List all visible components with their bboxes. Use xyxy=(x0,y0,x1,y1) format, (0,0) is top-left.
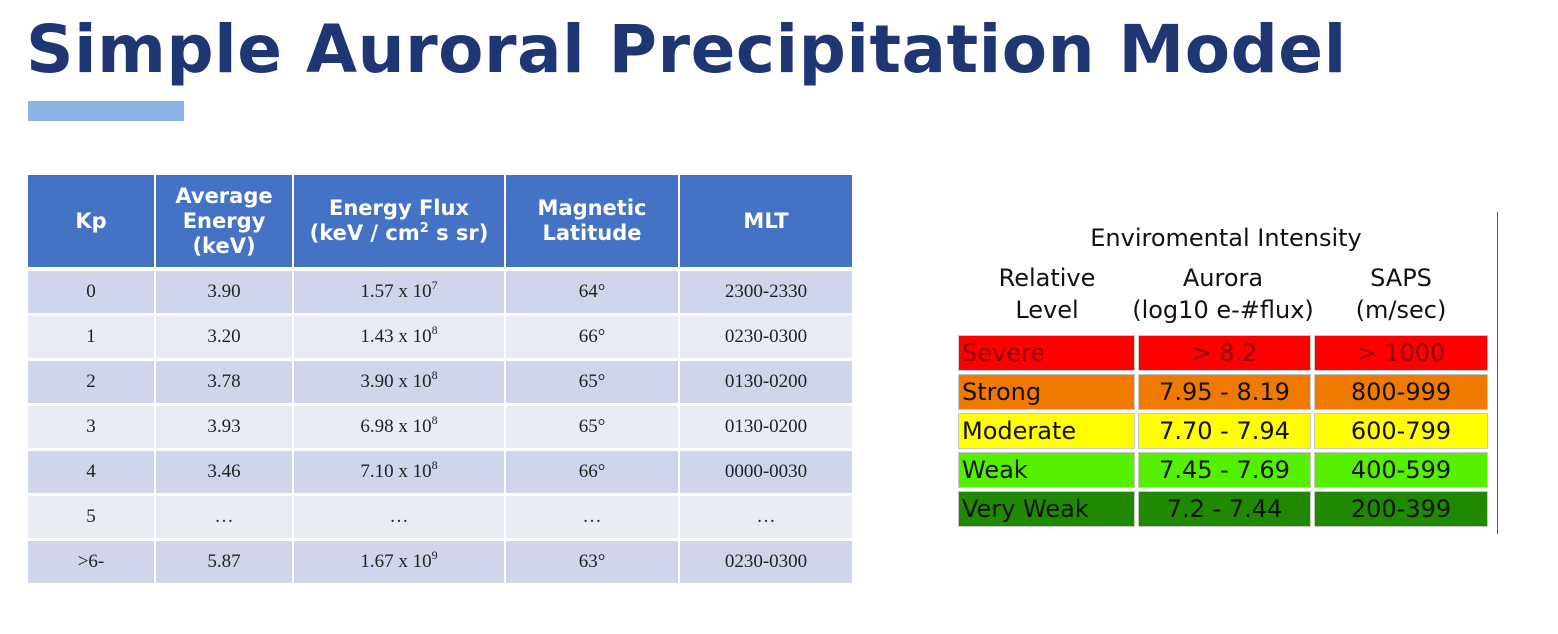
cell-energy: 3.93 xyxy=(156,406,294,451)
table-row xyxy=(28,541,852,586)
header-relative-level xyxy=(961,262,1133,326)
intensity-row xyxy=(958,413,1488,449)
intensity-title: Enviromental Intensity xyxy=(1090,224,1362,252)
header-aurora-line1: Aurora xyxy=(1182,264,1264,292)
cell-energy: … xyxy=(156,496,294,541)
header-flux-line1: Energy Flux xyxy=(329,196,469,220)
cell-kp: 2 xyxy=(28,361,156,406)
table-row xyxy=(28,316,852,361)
table-row xyxy=(28,406,852,451)
kp-table-header-row xyxy=(28,175,852,271)
header-mlt xyxy=(680,175,852,271)
cell-saps: 800-999 xyxy=(1314,374,1488,410)
flux-exponent: 9 xyxy=(431,548,438,562)
header-magnetic-latitude xyxy=(506,175,680,271)
header-average-energy xyxy=(156,175,294,271)
cell-mlt: 0000-0030 xyxy=(680,451,852,496)
header-lat-line2: Latitude xyxy=(542,221,642,245)
table-row xyxy=(28,496,852,541)
cell-saps: 200-399 xyxy=(1314,491,1488,527)
header-level-line2: Level xyxy=(1015,296,1079,324)
cell-energy: 3.78 xyxy=(156,361,294,406)
flux-base: 7.10 x 10 xyxy=(360,461,432,482)
flux-base: 6.98 x 10 xyxy=(360,416,432,437)
cell-level: Very Weak xyxy=(958,491,1135,527)
cell-aurora: 7.95 - 8.19 xyxy=(1138,374,1311,410)
header-kp-label: Kp xyxy=(75,208,107,233)
cell-flux xyxy=(294,316,506,361)
header-flux-unit-post: s sr) xyxy=(428,221,489,245)
cell-latitude: 66° xyxy=(506,316,680,361)
intensity-table xyxy=(955,332,1491,530)
header-flux-line2 xyxy=(296,221,502,246)
cell-kp: >6- xyxy=(28,541,156,586)
cell-flux xyxy=(294,271,506,316)
cell-kp: 4 xyxy=(28,451,156,496)
title-underline-bar xyxy=(28,101,184,121)
cell-kp: 1 xyxy=(28,316,156,361)
header-mlt-label: MLT xyxy=(743,208,789,233)
kp-parameter-table xyxy=(28,175,852,586)
intensity-row xyxy=(958,452,1488,488)
cell-mlt: 0230-0300 xyxy=(680,541,852,586)
table-row xyxy=(28,361,852,406)
table-row xyxy=(28,271,852,316)
flux-base: 1.57 x 10 xyxy=(360,281,432,302)
cell-level: Severe xyxy=(958,335,1135,371)
header-lat-line1: Magnetic xyxy=(537,196,647,220)
cell-energy: 5.87 xyxy=(156,541,294,586)
flux-base: … xyxy=(389,506,409,527)
flux-exponent: 7 xyxy=(431,278,438,292)
cell-flux xyxy=(294,496,506,541)
flux-base: 1.43 x 10 xyxy=(360,326,432,347)
header-energy-line1: Average xyxy=(175,183,273,208)
header-energy-flux xyxy=(294,175,506,271)
flux-exponent: 8 xyxy=(431,368,438,382)
cell-latitude: … xyxy=(506,496,680,541)
cell-latitude: 64° xyxy=(506,271,680,316)
cell-mlt: … xyxy=(680,496,852,541)
cell-flux xyxy=(294,541,506,586)
cell-energy: 3.46 xyxy=(156,451,294,496)
cell-kp: 5 xyxy=(28,496,156,541)
flux-exponent: 8 xyxy=(431,413,438,427)
cell-level: Weak xyxy=(958,452,1135,488)
cell-latitude: 63° xyxy=(506,541,680,586)
cell-saps: > 1000 xyxy=(1314,335,1488,371)
header-saps-line1: SAPS xyxy=(1370,264,1432,292)
cell-flux xyxy=(294,361,506,406)
page-title: Simple Auroral Precipitation Model xyxy=(26,11,1347,88)
cell-flux xyxy=(294,451,506,496)
flux-base: 1.67 x 10 xyxy=(360,551,432,572)
cell-aurora: 7.45 - 7.69 xyxy=(1138,452,1311,488)
header-aurora xyxy=(1125,262,1321,326)
header-kp xyxy=(28,175,156,271)
cell-aurora: > 8.2 xyxy=(1138,335,1311,371)
cell-energy: 3.20 xyxy=(156,316,294,361)
cell-kp: 0 xyxy=(28,271,156,316)
cell-saps: 400-599 xyxy=(1314,452,1488,488)
table-row xyxy=(28,451,852,496)
flux-base: 3.90 x 10 xyxy=(360,371,432,392)
header-energy-line2: Energy xyxy=(182,208,266,233)
cell-mlt: 0230-0300 xyxy=(680,316,852,361)
environmental-intensity-panel xyxy=(955,212,1498,534)
intensity-row xyxy=(958,491,1488,527)
cell-latitude: 66° xyxy=(506,451,680,496)
cell-mlt: 0130-0200 xyxy=(680,406,852,451)
header-saps xyxy=(1315,262,1487,326)
cell-kp: 3 xyxy=(28,406,156,451)
header-energy-line3: (keV) xyxy=(192,233,256,258)
header-aurora-line2: (log10 e-#flux) xyxy=(1132,296,1314,324)
cell-aurora: 7.2 - 7.44 xyxy=(1138,491,1311,527)
flux-exponent: 8 xyxy=(431,323,438,337)
header-level-line1: Relative xyxy=(998,264,1096,292)
cell-latitude: 65° xyxy=(506,361,680,406)
cell-aurora: 7.70 - 7.94 xyxy=(1138,413,1311,449)
cell-energy: 3.90 xyxy=(156,271,294,316)
cell-level: Moderate xyxy=(958,413,1135,449)
cell-level: Strong xyxy=(958,374,1135,410)
cell-flux xyxy=(294,406,506,451)
header-flux-unit-exp: 2 xyxy=(419,221,429,236)
cell-latitude: 65° xyxy=(506,406,680,451)
cell-saps: 600-799 xyxy=(1314,413,1488,449)
intensity-row xyxy=(958,335,1488,371)
intensity-row xyxy=(958,374,1488,410)
flux-exponent: 8 xyxy=(431,458,438,472)
header-flux-unit-pre: (keV / cm xyxy=(309,221,420,245)
cell-mlt: 2300-2330 xyxy=(680,271,852,316)
cell-mlt: 0130-0200 xyxy=(680,361,852,406)
header-saps-line2: (m/sec) xyxy=(1355,296,1447,324)
